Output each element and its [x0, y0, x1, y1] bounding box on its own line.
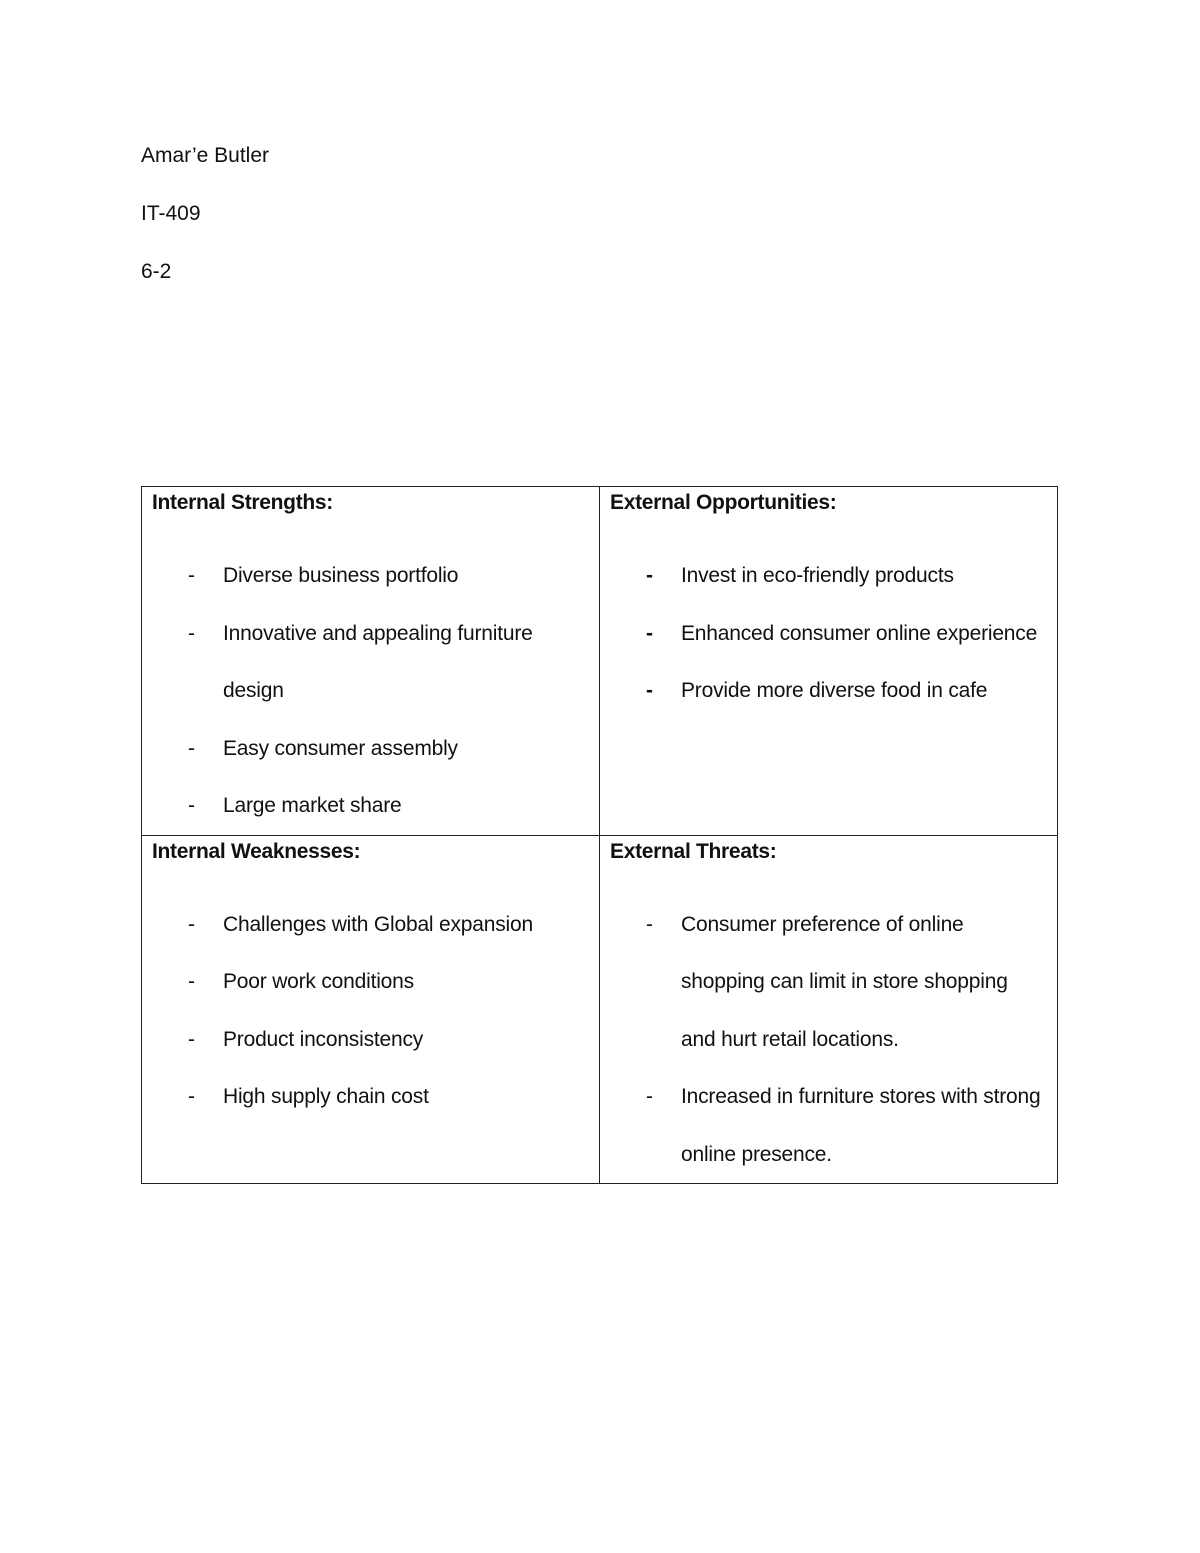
list-item: - Consumer preference of online shopping can limit in store shopping and hurt retail locations. [610, 896, 1047, 1069]
threats-cell [600, 835, 1058, 1184]
dash-bullet: - [188, 564, 195, 587]
opportunities-list [610, 547, 1047, 720]
list-item: - Provide more diverse food in cafe [610, 662, 1047, 720]
assignment-number: 6-2 [141, 260, 172, 283]
list-item: - Invest in eco-friendly products [610, 547, 1047, 605]
list-item: - Diverse business portfolio [152, 547, 589, 605]
list-item: - Innovative and appealing furniture design [152, 605, 589, 720]
swot-row-top [142, 487, 1058, 836]
list-item: - Poor work conditions [152, 953, 589, 1011]
list-item: - Large market share [152, 777, 589, 835]
opportunities-title: External Opportunities: [610, 491, 837, 514]
dash-bullet: - [188, 736, 195, 760]
strengths-title: Internal Strengths: [152, 491, 333, 514]
dash-bullet: - [646, 564, 653, 587]
dash-bullet: - [188, 970, 195, 993]
dash-bullet: - [188, 1085, 195, 1108]
list-item: - Easy consumer assembly [152, 720, 589, 778]
dash-bullet: - [646, 912, 653, 936]
strengths-list [152, 547, 589, 835]
dash-bullet: - [188, 794, 195, 817]
dash-bullet: - [646, 621, 653, 645]
author-name: Amar’e Butler [141, 144, 269, 167]
weaknesses-list [152, 896, 589, 1126]
list-item: - Enhanced consumer online experience [610, 605, 1047, 663]
dash-bullet: - [646, 679, 653, 702]
swot-table [141, 486, 1058, 1184]
course-code: IT-409 [141, 202, 201, 225]
dash-bullet: - [646, 1085, 653, 1108]
opportunities-cell [600, 487, 1058, 836]
list-item: - Increased in furniture stores with strong online presence. [610, 1068, 1047, 1183]
list-item: - Challenges with Global expansion [152, 896, 589, 954]
strengths-cell [142, 487, 600, 836]
dash-bullet: - [188, 621, 195, 645]
list-item: - High supply chain cost [152, 1068, 589, 1126]
dash-bullet: - [188, 912, 195, 936]
list-item: - Product inconsistency [152, 1011, 589, 1069]
threats-list [610, 896, 1047, 1184]
swot-row-bottom [142, 835, 1058, 1184]
weaknesses-title: Internal Weaknesses: [152, 839, 361, 863]
weaknesses-cell [142, 835, 600, 1184]
threats-title: External Threats: [610, 839, 777, 863]
dash-bullet: - [188, 1027, 195, 1051]
